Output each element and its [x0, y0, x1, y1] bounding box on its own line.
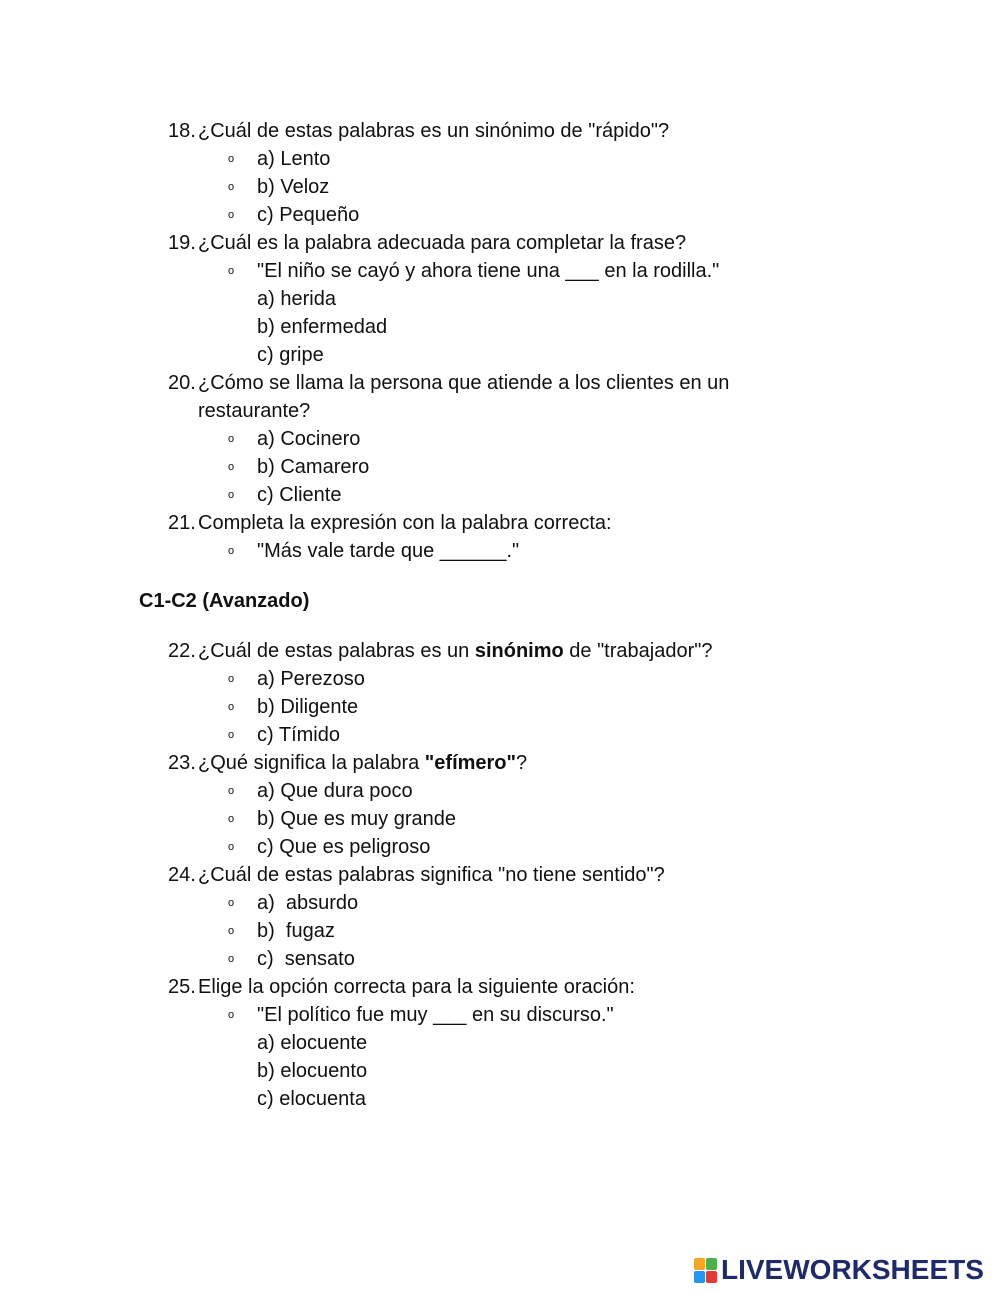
- option-b[interactable]: b) Diligente: [257, 696, 359, 718]
- liveworksheets-logo[interactable]: [694, 1256, 984, 1284]
- bullet-icon: o: [228, 461, 235, 473]
- bullet-icon: o: [228, 841, 235, 853]
- question-text: Elige la opción correcta para la siguiente oración:: [198, 976, 635, 998]
- option-c[interactable]: c) elocuenta: [257, 1088, 366, 1110]
- option-b[interactable]: b) Que es muy grande: [257, 808, 456, 830]
- bullet-icon: o: [228, 209, 235, 221]
- option-b[interactable]: b) elocuento: [257, 1060, 368, 1082]
- option-a[interactable]: a) absurdo: [257, 892, 359, 914]
- question-text-post: ?: [516, 752, 528, 774]
- question-19: [168, 229, 686, 257]
- question-22: [168, 637, 712, 665]
- option-a[interactable]: a) Cocinero: [257, 428, 361, 450]
- logo-square: [706, 1271, 717, 1283]
- bullet-icon: o: [228, 701, 235, 713]
- option-c[interactable]: c) Cliente: [257, 484, 342, 506]
- question-number: 18.: [168, 120, 196, 142]
- question-24: [168, 861, 665, 889]
- question-sentence: "Más vale tarde que ______.": [257, 540, 520, 562]
- question-number: 23.: [168, 752, 196, 774]
- question-number: 22.: [168, 640, 196, 662]
- option-b[interactable]: b) fugaz: [257, 920, 335, 942]
- logo-mark-icon: [694, 1258, 717, 1283]
- option-c[interactable]: c) Pequeño: [257, 204, 360, 226]
- option-c[interactable]: c) Tímido: [257, 724, 340, 746]
- bullet-icon: o: [228, 489, 235, 501]
- bullet-icon: o: [228, 265, 235, 277]
- logo-square: [694, 1271, 705, 1283]
- option-b[interactable]: b) Camarero: [257, 456, 370, 478]
- bullet-icon: o: [228, 433, 235, 445]
- logo-square: [694, 1258, 705, 1270]
- bullet-icon: o: [228, 785, 235, 797]
- bullet-icon: o: [228, 813, 235, 825]
- option-c[interactable]: c) sensato: [257, 948, 355, 970]
- option-b[interactable]: b) enfermedad: [257, 316, 388, 338]
- option-a[interactable]: a) Lento: [257, 148, 331, 170]
- question-text-pre: ¿Cuál de estas palabras es un: [198, 640, 475, 662]
- section-heading: C1-C2 (Avanzado): [139, 590, 310, 612]
- bullet-icon: o: [228, 673, 235, 685]
- question-18: [168, 117, 669, 145]
- question-text: ¿Cuál de estas palabras es un sinónimo de "rápido"?: [198, 120, 670, 142]
- question-text: Completa la expresión con la palabra correcta:: [198, 512, 612, 534]
- option-c[interactable]: c) gripe: [257, 344, 324, 366]
- bullet-icon: o: [228, 925, 235, 937]
- question-25: [168, 973, 635, 1001]
- bullet-icon: o: [228, 545, 235, 557]
- option-b[interactable]: b) Veloz: [257, 176, 330, 198]
- option-c[interactable]: c) Que es peligroso: [257, 836, 431, 858]
- question-text-continuation: restaurante?: [198, 400, 311, 422]
- logo-text: LIVEWORKSHEETS: [721, 1254, 984, 1285]
- bullet-icon: o: [228, 897, 235, 909]
- bullet-icon: o: [228, 1009, 235, 1021]
- option-a[interactable]: a) herida: [257, 288, 336, 310]
- option-a[interactable]: a) Perezoso: [257, 668, 365, 690]
- question-text-pre: ¿Qué significa la palabra: [198, 752, 425, 774]
- question-sentence: "El político fue muy ___ en su discurso.": [257, 1004, 614, 1026]
- question-number: 20.: [168, 372, 196, 394]
- logo-square: [706, 1258, 717, 1270]
- question-text-bold: "efímero": [424, 752, 517, 774]
- question-text: ¿Cuál de estas palabras significa "no tiene sentido"?: [198, 864, 665, 886]
- option-a[interactable]: a) Que dura poco: [257, 780, 413, 802]
- bullet-icon: o: [228, 729, 235, 741]
- question-number: 24.: [168, 864, 196, 886]
- question-sentence: "El niño se cayó y ahora tiene una ___ en la rodilla.": [257, 260, 720, 282]
- option-a[interactable]: a) elocuente: [257, 1032, 368, 1054]
- question-text-bold: sinónimo: [474, 640, 564, 662]
- question-21: [168, 509, 612, 537]
- bullet-icon: o: [228, 153, 235, 165]
- question-text: ¿Cuál es la palabra adecuada para completar la frase?: [198, 232, 687, 254]
- question-text: ¿Cómo se llama la persona que atiende a los clientes en un: [198, 372, 730, 394]
- question-number: 25.: [168, 976, 196, 998]
- bullet-icon: o: [228, 953, 235, 965]
- question-number: 19.: [168, 232, 196, 254]
- question-number: 21.: [168, 512, 196, 534]
- bullet-icon: o: [228, 181, 235, 193]
- question-23: [168, 749, 527, 777]
- question-20: [168, 369, 729, 397]
- question-text-post: de "trabajador"?: [563, 640, 713, 662]
